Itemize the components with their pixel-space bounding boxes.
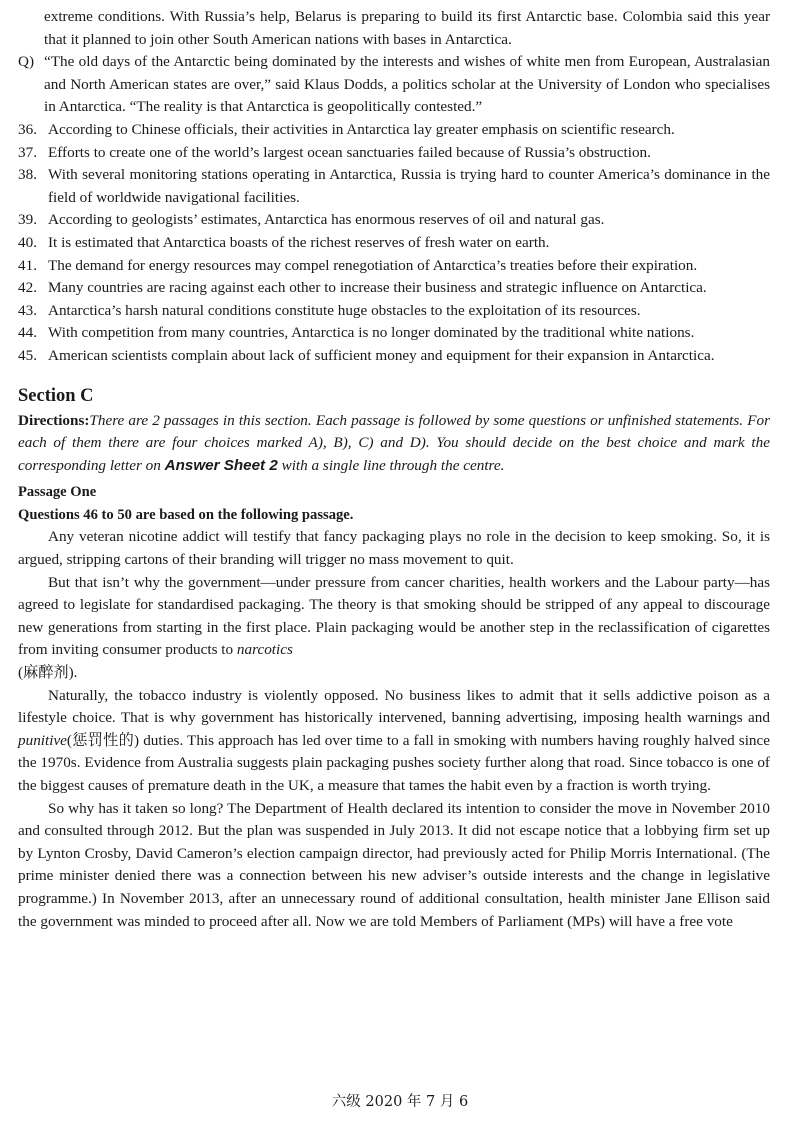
question-text: According to Chinese officials, their activities in Antarctica lay greater emphasis on scientific research.	[48, 120, 675, 138]
paragraph-text: duties. This approach has led over time to a fall in smoking with numbers having roughly halved since the 1970s. Evidence from Australia suggests plain packaging pushes society further along that road. Since tobacco is one of the biggest causes of premature death in the UK, a measure that tames the habit even by a fraction is worth trying.	[18, 731, 770, 794]
question-item	[18, 277, 770, 300]
answer-sheet-label: Answer Sheet 2	[164, 456, 278, 474]
section-title: Section C	[18, 385, 94, 406]
paragraph-q-label: Q)	[18, 53, 35, 71]
question-item	[18, 300, 770, 323]
question-text: It is estimated that Antarctica boasts of the richest reserves of fresh water on earth.	[48, 233, 550, 251]
paragraph-q	[18, 51, 770, 119]
question-item	[18, 232, 770, 255]
passage-title: Passage One	[18, 484, 97, 501]
question-text: According to geologists’ estimates, Antarctica has enormous reserves of oil and natural gas.	[48, 211, 605, 229]
directions-label: Directions:	[18, 411, 90, 429]
vocab-term: narcotics	[236, 641, 293, 659]
vocab-gloss: (麻醉剂).	[18, 664, 78, 682]
paragraph-p-tail: extreme conditions. With Russia’s help, Belarus is preparing to build its first Antarctic base. Colombia said this year that it planned to join other South American nations with bases in Antarctica.	[44, 8, 770, 48]
question-text: Antarctica’s harsh natural conditions constitute huge obstacles to the exploitation of its resources.	[48, 301, 641, 319]
question-item	[18, 164, 770, 209]
question-text: American scientists complain about lack of sufficient money and equipment for their expansion in Antarctica.	[48, 346, 715, 364]
page-footer: 六级 2020 年 7 月 6	[331, 1094, 469, 1110]
question-number: 38.	[18, 166, 37, 184]
paragraph-text: Naturally, the tobacco industry is violently opposed. No business likes to admit that it sells addictive poison as a lifestyle choice. That is why government has historically intervened, banning advertising, imposing health warnings and	[18, 686, 770, 727]
question-text: Many countries are racing against each other to increase their business and strategic influence on Antarctica.	[48, 279, 707, 297]
question-text: With competition from many countries, Antarctica is no longer dominated by the traditional white nations.	[48, 324, 695, 342]
exam-page	[18, 6, 770, 933]
vocab-gloss: (惩罚性的)	[66, 731, 140, 749]
question-item	[18, 255, 770, 278]
question-item	[18, 142, 770, 165]
paragraph-q-text: “The old days of the Antarctic being dominated by the interests and wishes of white men from European, Australasian and North American states are over,” said Klaus Dodds, a politics scholar at the University of London who specialises in Antarctica. “The reality is that Antarctica is geopolitically contested.”	[44, 53, 770, 116]
directions-text-end: with a single line through the centre.	[277, 456, 505, 474]
question-text: With several monitoring stations operating in Antarctica, Russia is trying hard to counter America’s dominance in the field of worldwide navigational facilities.	[48, 166, 770, 206]
question-item	[18, 209, 770, 232]
passage-paragraph	[18, 572, 770, 685]
question-list	[18, 119, 770, 368]
passage-paragraph	[18, 685, 770, 798]
passage-paragraph: So why has it taken so long? The Department of Health declared its intention to consider the move in November 2010 and consulted through 2012. But the plan was suspended in July 2013. It did not escape notice that a lobbying firm set up by Lynton Crosby, David Cameron’s election campaign director, had previously acted for Philip Morris International. (The prime minister denied there was a connection between his new adviser’s outside interests and the change in legislative programme.) In November 2013, after an unnecessary round of additional consultation, health minister Jane Ellison said the government was minded to proceed after all. Now we are told Members of Parliament (MPs) will have a free vote	[18, 799, 770, 930]
paragraph-text: But that isn’t why the government—under pressure from cancer charities, health workers and the Labour party—has agreed to legislate for standardised packaging. The theory is that smoking should be stripped of any appeal to discourage new generations from starting in the first place. Plain packaging would be another step in the reclassification of cigarettes from inviting consumer products to	[18, 573, 770, 659]
question-item	[18, 345, 770, 368]
directions-text: There are 2 passages in this section. Each passage is followed by some questions or unfinished statements. For each of them there are four choices marked A), B), C) and D). You should decide on the best choice and mark the corresponding letter on	[18, 411, 770, 474]
question-number: 45.	[18, 346, 37, 364]
directions	[18, 410, 770, 478]
passage-paragraph: Any veteran nicotine addict will testify that fancy packaging plays no role in the decision to keep smoking. So, it is argued, stripping cartons of their branding will trigger no mass movement to quit.	[18, 528, 770, 569]
question-item	[18, 119, 770, 142]
question-number: 41.	[18, 256, 37, 274]
question-number: 39.	[18, 211, 37, 229]
question-number: 40.	[18, 233, 37, 251]
question-text: The demand for energy resources may compel renegotiation of Antarctica’s treaties before their expiration.	[48, 256, 698, 274]
passage-subtitle: Questions 46 to 50 are based on the following passage.	[18, 506, 354, 523]
question-text: Efforts to create one of the world’s largest ocean sanctuaries failed because of Russia’s obstruction.	[48, 143, 651, 161]
question-number: 36.	[18, 120, 37, 138]
question-number: 44.	[18, 324, 37, 342]
question-number: 37.	[18, 143, 37, 161]
vocab-term: punitive	[18, 731, 67, 749]
question-number: 43.	[18, 301, 37, 319]
question-item	[18, 322, 770, 345]
question-number: 42.	[18, 279, 37, 297]
